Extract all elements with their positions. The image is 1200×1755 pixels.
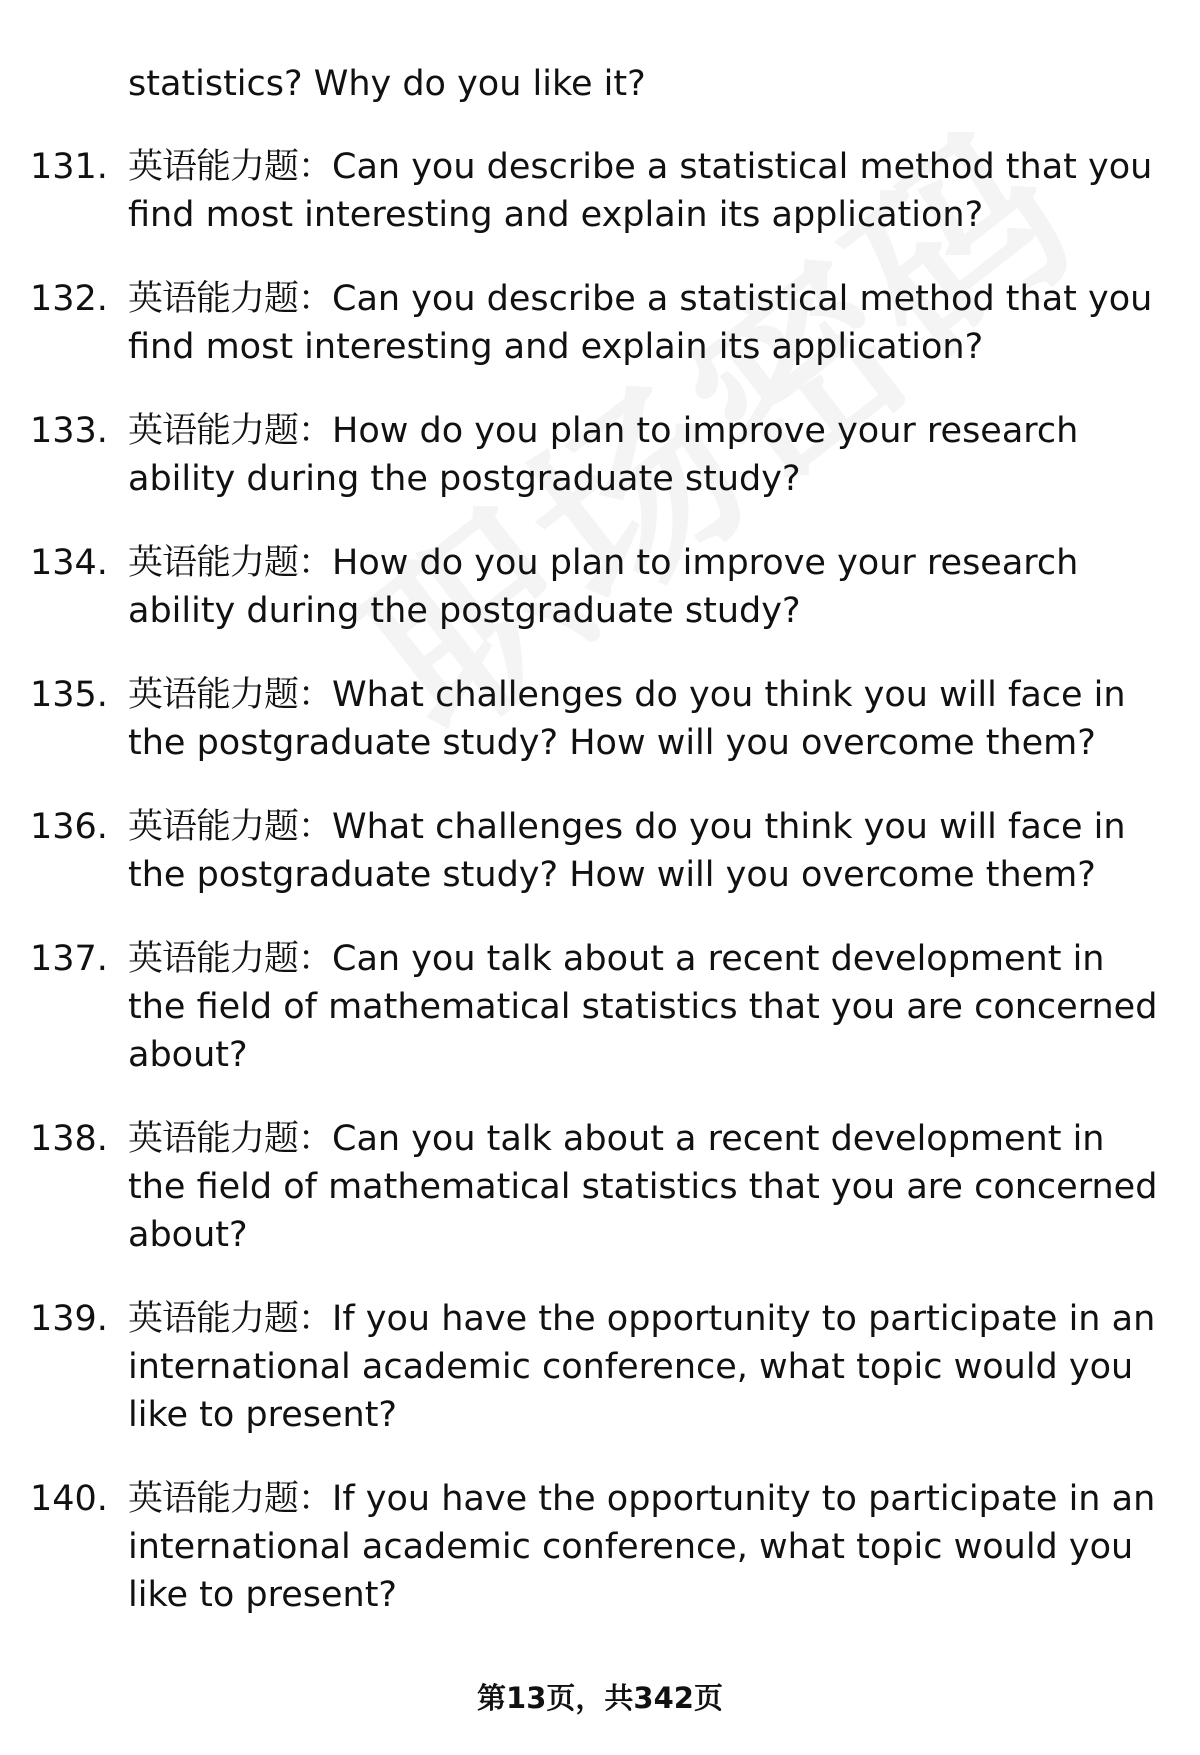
question-item (0, 1295, 1200, 1439)
question-category: 英语能力题： (128, 1299, 333, 1339)
question-number: 131. (30, 147, 108, 187)
question-number: 135. (30, 675, 108, 715)
question-category: 英语能力题： (128, 675, 333, 715)
question-body (128, 143, 1173, 239)
question-number: 134. (30, 543, 108, 583)
question-text: Can you describe a statistical method that you find most interesting and explain its application? (128, 147, 1153, 235)
question-category: 英语能力题： (128, 807, 333, 847)
question-item (0, 671, 1200, 767)
question-number: 139. (30, 1299, 108, 1339)
question-text: If you have the opportunity to participate in an international academic conference, what topic would you like to present? (128, 1299, 1156, 1435)
question-body (128, 1295, 1173, 1439)
continuation-text: statistics? Why do you like it? (128, 64, 646, 104)
question-item (0, 1115, 1200, 1259)
question-category: 英语能力题： (128, 279, 333, 319)
question-category: 英语能力题： (128, 411, 333, 451)
question-category: 英语能力题： (128, 543, 333, 583)
question-number: 136. (30, 807, 108, 847)
question-item (0, 935, 1200, 1079)
question-text: Can you talk about a recent development in the field of mathematical statistics that you are concerned about? (128, 939, 1158, 1075)
question-number: 140. (30, 1479, 108, 1519)
question-item (0, 143, 1200, 239)
question-body (128, 275, 1173, 371)
question-body (128, 1115, 1173, 1259)
question-item (0, 539, 1200, 635)
question-body (128, 1475, 1173, 1619)
question-number: 137. (30, 939, 108, 979)
question-body (128, 407, 1173, 503)
question-body (128, 935, 1173, 1079)
question-number: 133. (30, 411, 108, 451)
question-list (0, 143, 1200, 1655)
question-category: 英语能力题： (128, 939, 333, 979)
question-item (0, 803, 1200, 899)
question-category: 英语能力题： (128, 1479, 333, 1519)
question-category: 英语能力题： (128, 147, 333, 187)
question-body (128, 539, 1173, 635)
question-text: Can you describe a statistical method that you find most interesting and explain its application? (128, 279, 1153, 367)
question-body (128, 803, 1173, 899)
question-text: Can you talk about a recent development in the field of mathematical statistics that you are concerned about? (128, 1119, 1158, 1255)
question-number: 138. (30, 1119, 108, 1159)
question-item (0, 275, 1200, 371)
question-text: If you have the opportunity to participate in an international academic conference, what topic would you like to present? (128, 1479, 1156, 1615)
question-item (0, 407, 1200, 503)
question-number: 132. (30, 279, 108, 319)
question-category: 英语能力题： (128, 1119, 333, 1159)
question-body (128, 671, 1173, 767)
question-text: What challenges do you think you will face in the postgraduate study? How will you overcome them? (128, 675, 1126, 763)
question-item (0, 1475, 1200, 1619)
question-text: How do you plan to improve your research ability during the postgraduate study? (128, 543, 1079, 631)
question-text: How do you plan to improve your research ability during the postgraduate study? (128, 411, 1079, 499)
question-text: What challenges do you think you will face in the postgraduate study? How will you overcome them? (128, 807, 1126, 895)
page-footer: 第13页，共342页 (477, 1681, 723, 1715)
